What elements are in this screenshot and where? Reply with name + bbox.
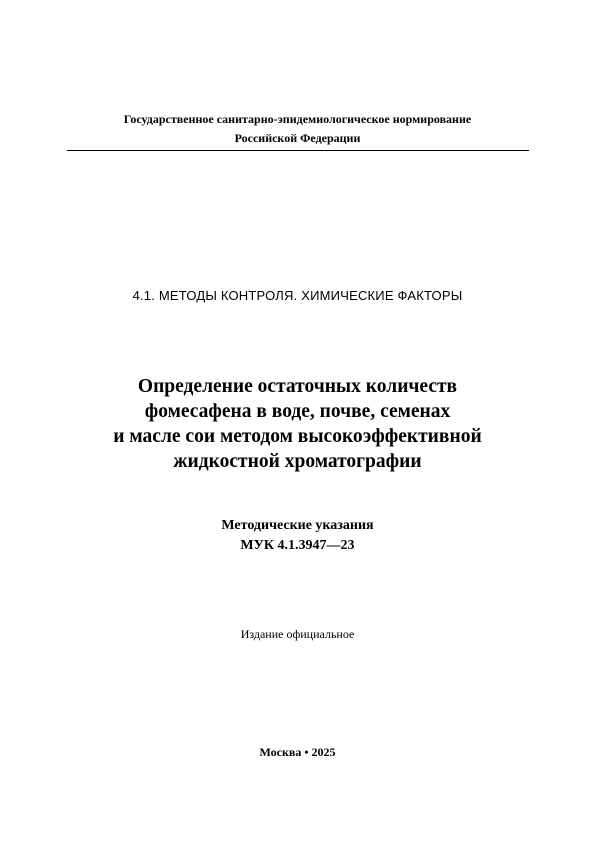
header-line-2: Российской Федерации [234,131,361,145]
document-title [0,374,595,474]
header-line-1: Государственное санитарно-эпидемиологическое нормирование [123,112,472,126]
title-line-4: жидкостной хроматографии [173,451,422,472]
edition-note: Издание официальное [240,627,355,641]
header-divider [67,150,529,151]
document-header [0,110,595,148]
document-type: Методические указания [221,518,374,533]
document-category: 4.1. МЕТОДЫ КОНТРОЛЯ. ХИМИЧЕСКИЕ ФАКТОРЫ [132,288,463,303]
place-and-year: Москва • 2025 [259,745,336,759]
document-code: МУК 4.1.3947—23 [240,538,355,553]
title-line-3: и масле сои методом высокоэффективной [113,426,482,447]
document-subtitle [0,516,595,556]
title-line-2: фомесафена в воде, почве, семенах [144,401,451,422]
title-line-1: Определение остаточных количеств [137,376,458,397]
